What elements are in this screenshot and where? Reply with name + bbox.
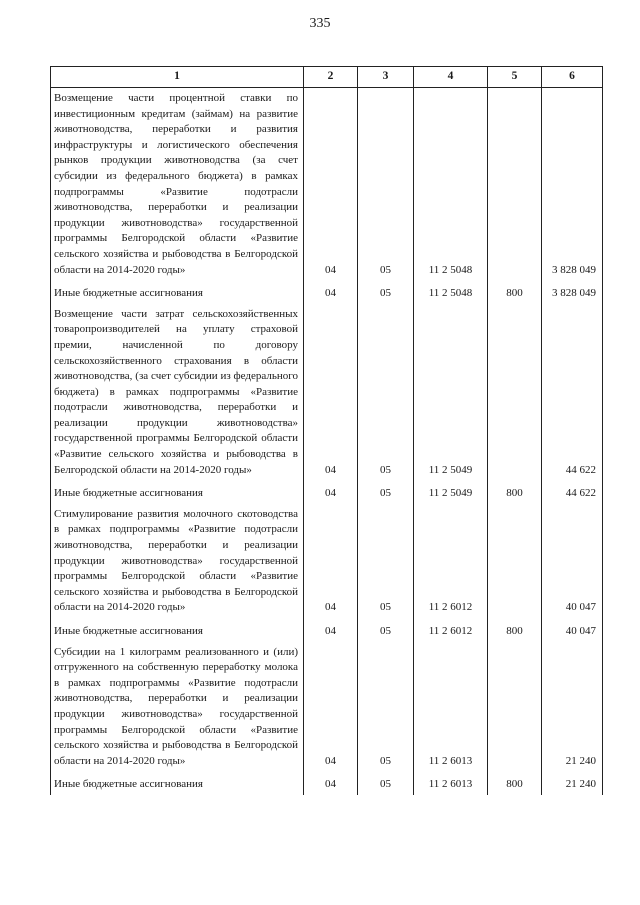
row-subsection: 05	[358, 642, 414, 772]
row-expense-type	[488, 88, 542, 281]
row-subsection: 05	[358, 304, 414, 481]
table-row	[51, 304, 603, 481]
row-section: 04	[304, 504, 358, 618]
row-section: 04	[304, 88, 358, 281]
row-name: Субсидии на 1 килограмм реализованного и (или) отгруженного на собственную переработку молока в рамках подпрограммы «Развитие подотрасли животноводства, переработки и реализации продукции животноводства» государственной программы Белгородской области «Развитие сельского хозяйства и рыбоводства в Белгородской области на 2014-2020 годы»	[51, 642, 304, 772]
row-expense-type	[488, 642, 542, 772]
row-name: Иные бюджетные ассигнования	[51, 480, 304, 504]
row-amount: 3 828 049	[542, 88, 603, 281]
column-header: 1	[51, 67, 304, 88]
row-expense-type: 800	[488, 771, 542, 795]
row-subsection: 05	[358, 480, 414, 504]
column-header: 6	[542, 67, 603, 88]
table-header-row	[51, 67, 603, 88]
budget-table	[50, 66, 603, 795]
row-amount: 40 047	[542, 504, 603, 618]
table-row	[51, 504, 603, 618]
row-section: 04	[304, 642, 358, 772]
column-header: 2	[304, 67, 358, 88]
row-amount: 21 240	[542, 642, 603, 772]
row-section: 04	[304, 480, 358, 504]
row-amount: 21 240	[542, 771, 603, 795]
row-name: Возмещение части процентной ставки по инвестиционным кредитам (займам) на развитие животноводства, переработки и развития инфраструктуры и логистического обеспечения рынков продукции животноводства (за счет субсидии из федерального бюджета) в рамках подпрограммы «Развитие подотрасли животноводства, переработки и реализации продукции животноводства» государственной программы Белгородской области «Развитие сельского хозяйства и рыбоводства в Белгородской области на 2014-2020 годы»	[51, 88, 304, 281]
table-row	[51, 642, 603, 772]
row-name: Иные бюджетные ассигнования	[51, 771, 304, 795]
row-amount: 44 622	[542, 304, 603, 481]
table-row	[51, 771, 603, 795]
row-target-article: 11 2 5049	[414, 304, 488, 481]
row-target-article: 11 2 5048	[414, 88, 488, 281]
row-section: 04	[304, 304, 358, 481]
column-header: 3	[358, 67, 414, 88]
row-subsection: 05	[358, 771, 414, 795]
row-section: 04	[304, 280, 358, 304]
row-amount: 40 047	[542, 618, 603, 642]
column-header: 5	[488, 67, 542, 88]
row-section: 04	[304, 618, 358, 642]
table-row	[51, 88, 603, 281]
row-target-article: 11 2 5048	[414, 280, 488, 304]
row-amount: 3 828 049	[542, 280, 603, 304]
row-target-article: 11 2 6012	[414, 504, 488, 618]
row-expense-type	[488, 504, 542, 618]
row-target-article: 11 2 6013	[414, 771, 488, 795]
table-row	[51, 280, 603, 304]
row-name: Иные бюджетные ассигнования	[51, 280, 304, 304]
column-header: 4	[414, 67, 488, 88]
row-subsection: 05	[358, 280, 414, 304]
row-expense-type	[488, 304, 542, 481]
row-subsection: 05	[358, 618, 414, 642]
row-subsection: 05	[358, 88, 414, 281]
row-expense-type: 800	[488, 280, 542, 304]
row-name: Иные бюджетные ассигнования	[51, 618, 304, 642]
table-row	[51, 618, 603, 642]
row-target-article: 11 2 6012	[414, 618, 488, 642]
row-target-article: 11 2 6013	[414, 642, 488, 772]
row-name: Возмещение части затрат сельскохозяйственных товаропроизводителей на уплату страховой премии, начисленной по договору сельскохозяйственного страхования в области животноводства, (за счет субсидии из федерального бюджета) в рамках подпрограммы «Развитие подотрасли животноводства, переработки и реализации продукции животноводства» государственной программы Белгородской области «Развитие сельского хозяйства и рыбоводства в Белгородской области на 2014-2020 годы»	[51, 304, 304, 481]
row-section: 04	[304, 771, 358, 795]
row-target-article: 11 2 5049	[414, 480, 488, 504]
row-expense-type: 800	[488, 618, 542, 642]
page-number: 335	[309, 16, 331, 31]
row-name: Стимулирование развития молочного скотоводства в рамках подпрограммы «Развитие подотрасли животноводства, переработки и реализации продукции животноводства» государственной программы Белгородской области «Развитие сельского хозяйства и рыбоводства в Белгородской области на 2014-2020 годы»	[51, 504, 304, 618]
table-row	[51, 480, 603, 504]
row-expense-type: 800	[488, 480, 542, 504]
row-amount: 44 622	[542, 480, 603, 504]
row-subsection: 05	[358, 504, 414, 618]
